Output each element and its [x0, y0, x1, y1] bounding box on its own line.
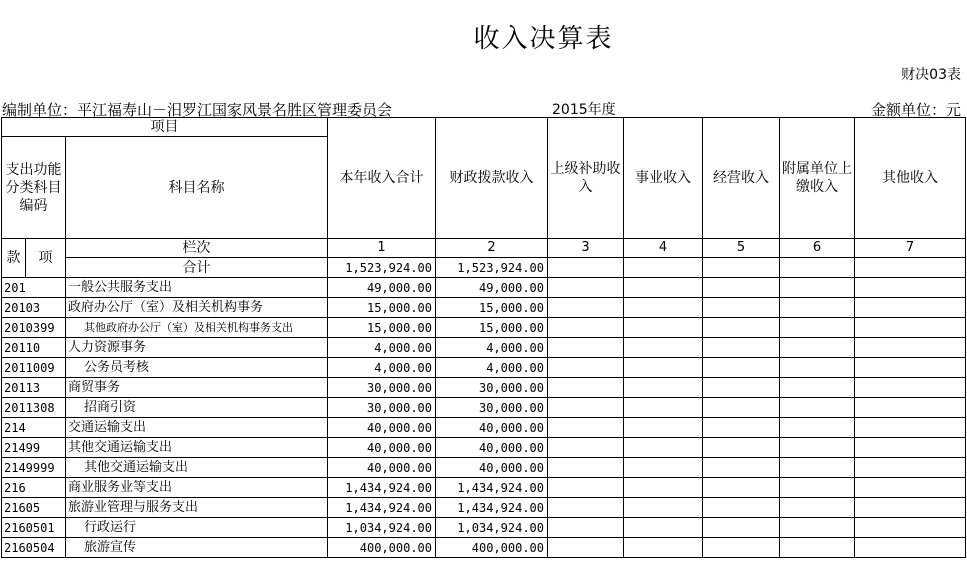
col-index-4: 4	[624, 239, 703, 258]
row-name: 招商引资	[66, 398, 328, 418]
row-fiscal: 4,000.00	[436, 338, 548, 358]
code-header: 支出功能分类科目编码	[2, 137, 66, 239]
table-row	[2, 378, 966, 398]
table-row	[2, 298, 966, 318]
table-row	[2, 318, 966, 338]
row-total: 40,000.00	[328, 458, 436, 478]
table-row	[2, 458, 966, 478]
row-name: 商业服务业等支出	[66, 478, 328, 498]
col-index-2: 2	[436, 239, 548, 258]
col-affiliated-header: 附属单位上缴收入	[780, 118, 855, 239]
col-index-1: 1	[328, 239, 436, 258]
xiang-header: 项	[26, 239, 66, 278]
row-total: 49,000.00	[328, 278, 436, 298]
row-code: 216	[2, 478, 66, 498]
col-total-header: 本年收入合计	[328, 118, 436, 239]
col-index-5: 5	[703, 239, 780, 258]
row-fiscal: 40,000.00	[436, 458, 548, 478]
row-total: 15,000.00	[328, 318, 436, 338]
row-name: 旅游业管理与服务支出	[66, 498, 328, 518]
lanci-header: 栏次	[66, 239, 328, 258]
row-total: 4,000.00	[328, 358, 436, 378]
row-code: 2011009	[2, 358, 66, 378]
table-row	[2, 258, 966, 278]
row-total: 1,523,924.00	[328, 258, 436, 278]
fiscal-year: 2015年度	[552, 102, 616, 118]
table-row	[2, 538, 966, 558]
table-row	[2, 438, 966, 458]
row-total: 40,000.00	[328, 438, 436, 458]
row-fiscal: 1,434,924.00	[436, 478, 548, 498]
row-total: 400,000.00	[328, 538, 436, 558]
row-total: 30,000.00	[328, 398, 436, 418]
row-code: 21499	[2, 438, 66, 458]
row-total: 40,000.00	[328, 418, 436, 438]
row-fiscal: 1,034,924.00	[436, 518, 548, 538]
row-fiscal: 15,000.00	[436, 318, 548, 338]
table-row	[2, 338, 966, 358]
row-fiscal: 15,000.00	[436, 298, 548, 318]
row-fiscal: 40,000.00	[436, 438, 548, 458]
row-fiscal: 4,000.00	[436, 358, 548, 378]
row-code: 20103	[2, 298, 66, 318]
col-fiscal-header: 财政拨款收入	[436, 118, 548, 239]
row-name: 行政运行	[66, 518, 328, 538]
row-name: 交通运输支出	[66, 418, 328, 438]
col-operating-header: 经营收入	[703, 118, 780, 239]
table-row	[2, 398, 966, 418]
table-row	[2, 518, 966, 538]
report-title: 收入决算表	[473, 24, 614, 54]
row-code: 21605	[2, 498, 66, 518]
row-code: 20110	[2, 338, 66, 358]
row-fiscal: 1,523,924.00	[436, 258, 548, 278]
col-superior-header: 上级补助收入	[548, 118, 624, 239]
row-fiscal: 1,434,924.00	[436, 498, 548, 518]
row-total: 4,000.00	[328, 338, 436, 358]
row-fiscal: 30,000.00	[436, 398, 548, 418]
col-index-3: 3	[548, 239, 624, 258]
row-name: 政府办公厅（室）及相关机构事务	[66, 298, 328, 318]
compiling-unit: 编制单位：平江福寿山－汨罗江国家风景名胜区管理委员会	[2, 101, 393, 119]
income-table	[1, 117, 966, 558]
table-row	[2, 418, 966, 438]
row-code: 2160501	[2, 518, 66, 538]
row-fiscal: 40,000.00	[436, 418, 548, 438]
row-name: 旅游宣传	[66, 538, 328, 558]
row-code: 2149999	[2, 458, 66, 478]
row-name: 人力资源事务	[66, 338, 328, 358]
col-other-header: 其他收入	[855, 118, 966, 239]
row-name: 一般公共服务支出	[66, 278, 328, 298]
row-total: 1,434,924.00	[328, 498, 436, 518]
col-index-7: 7	[855, 239, 966, 258]
row-name: 商贸事务	[66, 378, 328, 398]
row-fiscal: 400,000.00	[436, 538, 548, 558]
row-code: 214	[2, 418, 66, 438]
kuan-header: 款	[2, 239, 26, 278]
row-fiscal: 49,000.00	[436, 278, 548, 298]
table-row	[2, 358, 966, 378]
col-business-header: 事业收入	[624, 118, 703, 239]
row-total: 1,034,924.00	[328, 518, 436, 538]
table-row	[2, 278, 966, 298]
row-total: 15,000.00	[328, 298, 436, 318]
row-fiscal: 30,000.00	[436, 378, 548, 398]
item-header: 项目	[2, 118, 328, 137]
row-name: 公务员考核	[66, 358, 328, 378]
row-total: 30,000.00	[328, 378, 436, 398]
amount-unit: 金额单位：元	[870, 101, 961, 119]
row-name: 其他交通运输支出	[66, 438, 328, 458]
row-code: 20113	[2, 378, 66, 398]
row-name: 其他政府办公厅（室）及相关机构事务支出	[66, 318, 328, 338]
name-header: 科目名称	[66, 137, 328, 239]
col-index-6: 6	[780, 239, 855, 258]
table-row	[2, 498, 966, 518]
row-code: 201	[2, 278, 66, 298]
row-code: 2160504	[2, 538, 66, 558]
row-name: 其他交通运输支出	[66, 458, 328, 478]
form-number: 财决03表	[901, 67, 961, 83]
row-name: 合计	[66, 258, 328, 278]
table-row	[2, 478, 966, 498]
row-total: 1,434,924.00	[328, 478, 436, 498]
row-code: 2011308	[2, 398, 66, 418]
row-code: 2010399	[2, 318, 66, 338]
